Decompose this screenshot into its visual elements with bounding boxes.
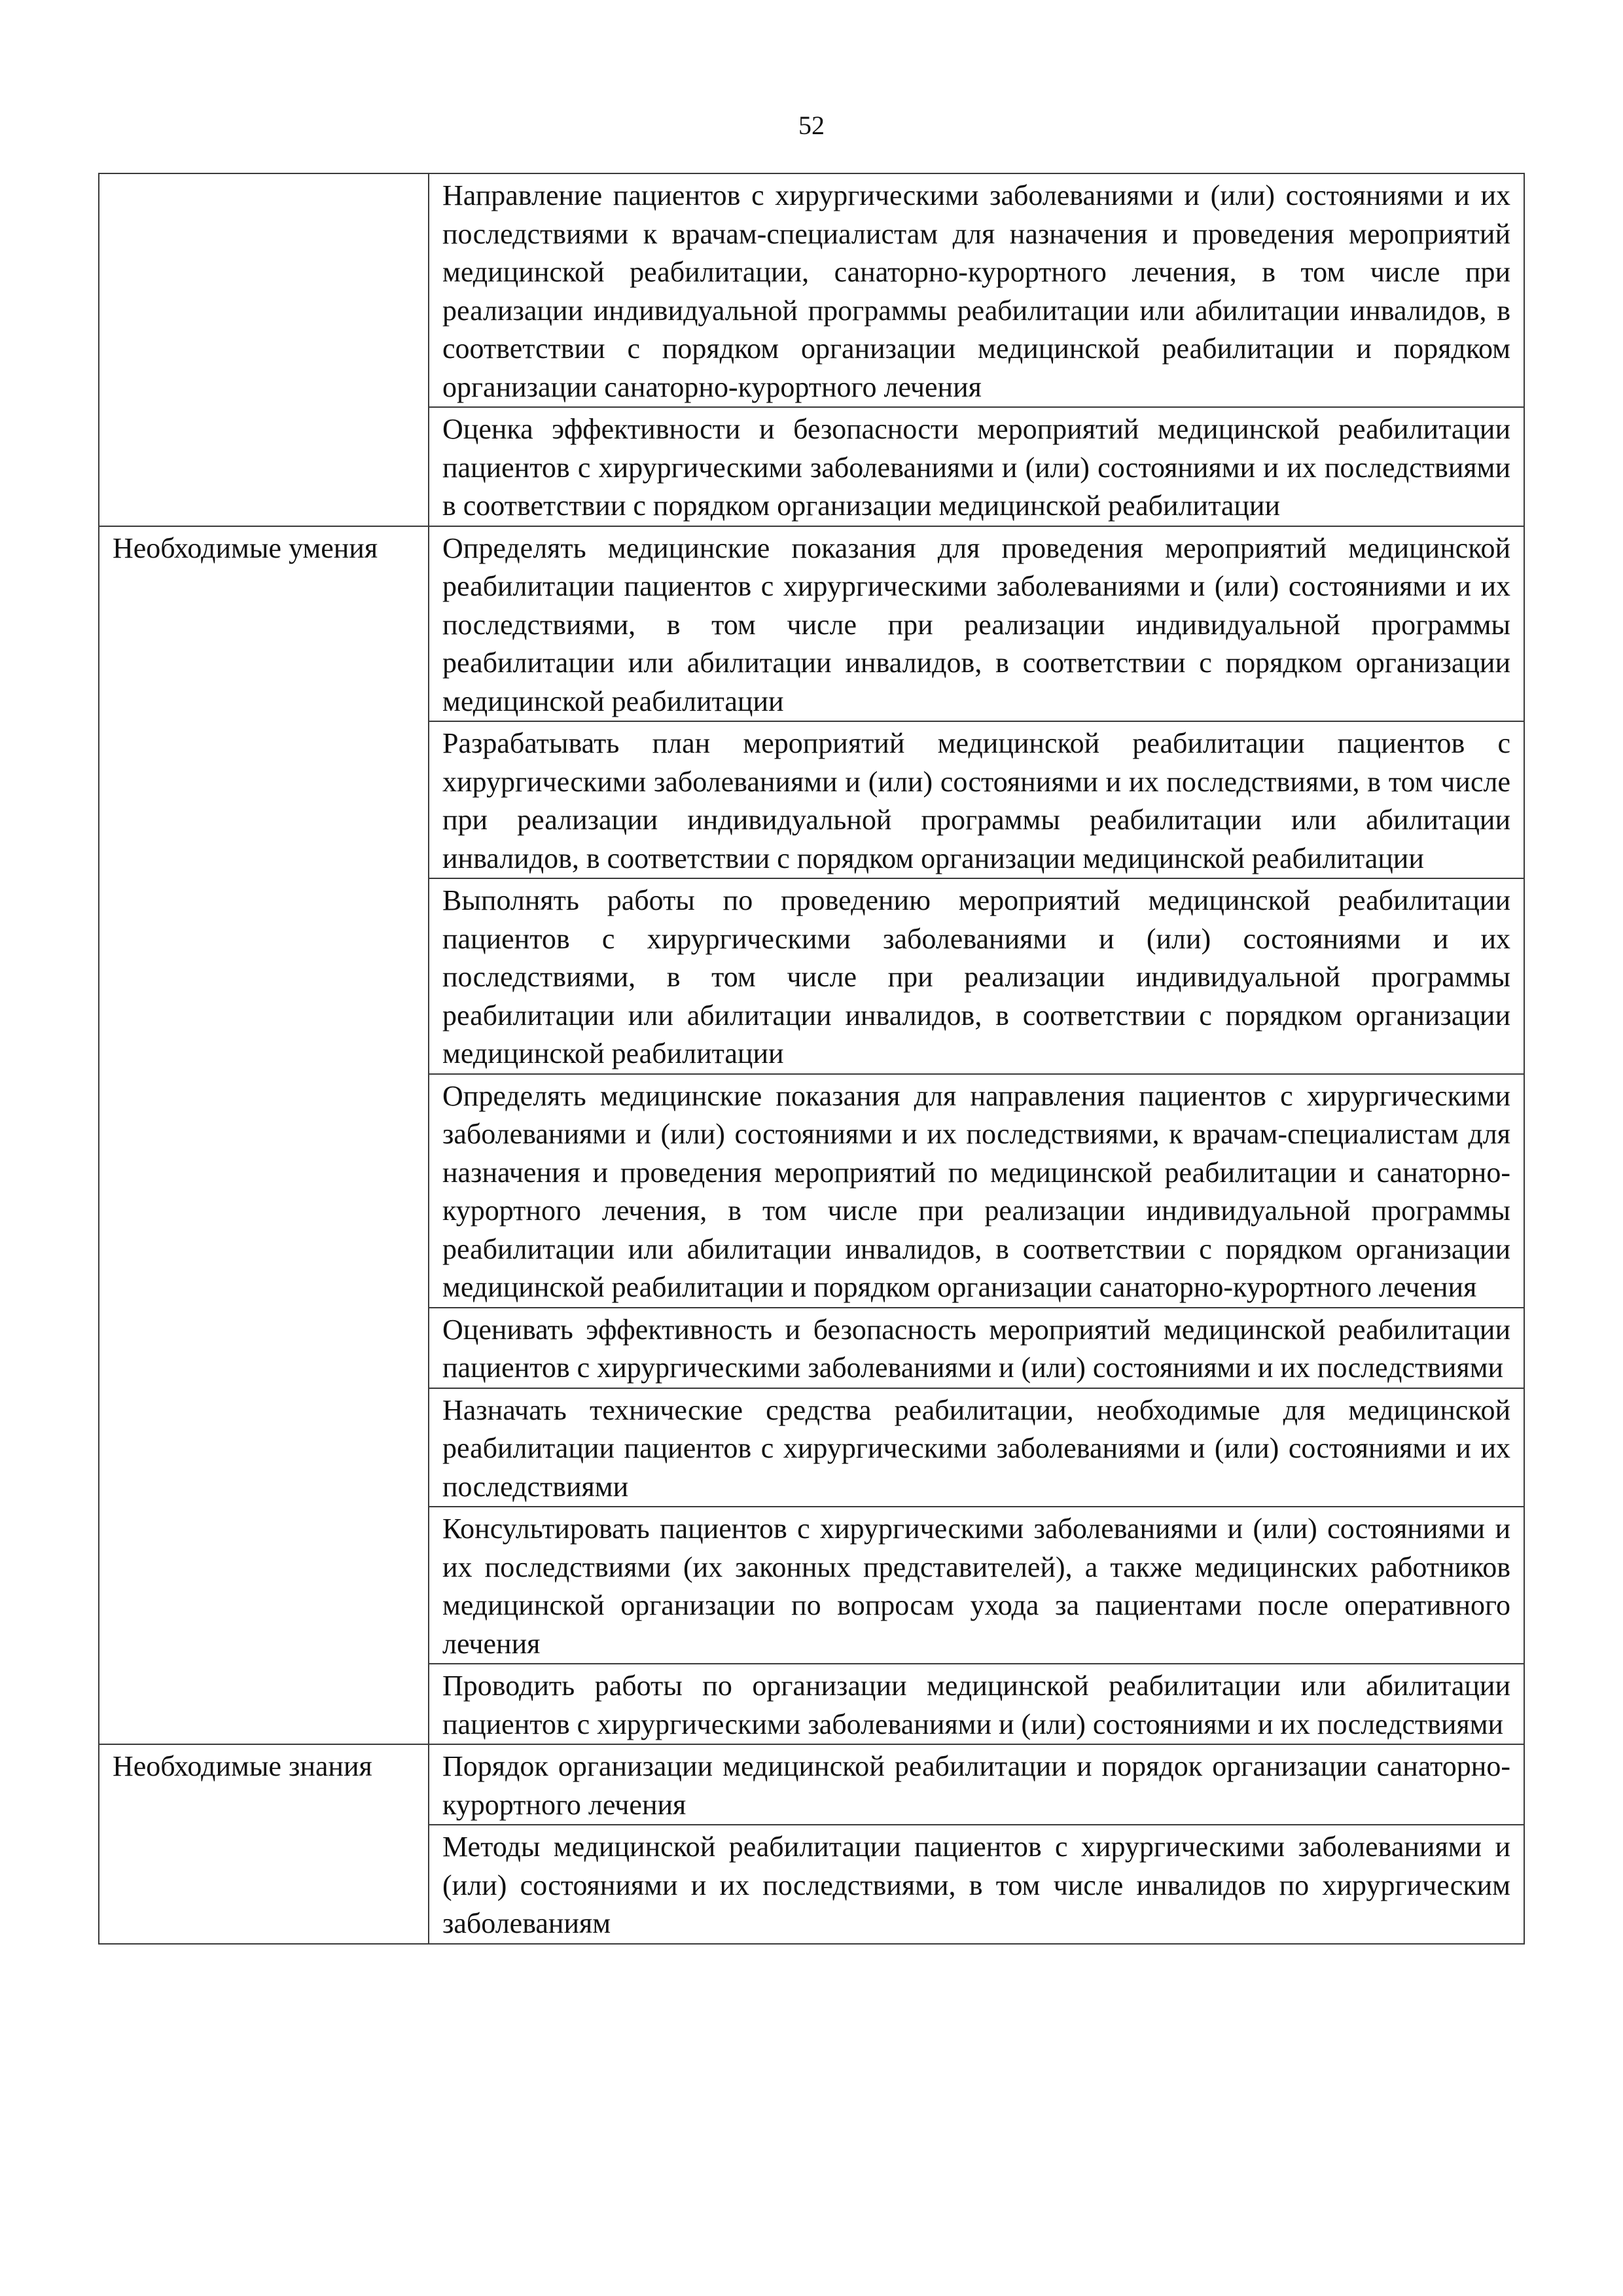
table-cell: Назначать технические средства реабилитации, необходимые для медицинской реабилитации пациентов с хирургическими заболеваниями и (или) состояниями и их последствиями bbox=[429, 1388, 1524, 1507]
table-cell: Консультировать пациентов с хирургическими заболеваниями и (или) состояниями и их последствиями (их законных представителей), а также медицинских работников медицинской организации по вопросам ухода за пациентами после оперативного лечения bbox=[429, 1507, 1524, 1664]
row-label-knowledge: Необходимые знания bbox=[99, 1744, 429, 1944]
table-cell: Выполнять работы по проведению мероприятий медицинской реабилитации пациентов с хирургическими заболеваниями и (или) состояниями и их последствиями, в том числе при реализации индивидуальной программы реабилитации или абилитации инвалидов, в соответствии с порядком организации медицинской реабилитации bbox=[429, 878, 1524, 1074]
table-row bbox=[99, 173, 1524, 407]
table-cell: Направление пациентов с хирургическими заболеваниями и (или) состояниями и их последствиями к врачам-специалистам для назначения и проведения мероприятий медицинской реабилитации, санаторно-курортного лечения, в том числе при реализации индивидуальной программы реабилитации или абилитации инвалидов, в соответствии с порядком организации медицинской реабилитации и порядком организации санаторно-курортного лечения bbox=[429, 173, 1524, 407]
table-cell: Разрабатывать план мероприятий медицинской реабилитации пациентов с хирургическими заболеваниями и (или) состояниями и их последствиями, в том числе при реализации индивидуальной программы реабилитации или абилитации инвалидов, в соответствии с порядком организации медицинской реабилитации bbox=[429, 721, 1524, 878]
table-cell: Методы медицинской реабилитации пациентов с хирургическими заболеваниями и (или) состояниями и их последствиями, в том числе инвалидов по хирургическим заболеваниям bbox=[429, 1825, 1524, 1944]
table-cell: Проводить работы по организации медицинской реабилитации или абилитации пациентов с хирургическими заболеваниями и (или) состояниями и их последствиями bbox=[429, 1664, 1524, 1744]
page-number: 52 bbox=[798, 111, 825, 140]
table-row bbox=[99, 1744, 1524, 1825]
table-cell: Оценивать эффективность и безопасность мероприятий медицинской реабилитации пациентов с хирургическими заболеваниями и (или) состояниями и их последствиями bbox=[429, 1308, 1524, 1388]
row-label-skills: Необходимые умения bbox=[99, 526, 429, 1745]
table-cell: Определять медицинские показания для проведения мероприятий медицинской реабилитации пациентов с хирургическими заболеваниями и (или) состояниями и их последствиями, в том числе при реализации индивидуальной программы реабилитации или абилитации инвалидов, в соответствии с порядком организации медицинской реабилитации bbox=[429, 526, 1524, 722]
row-label bbox=[99, 173, 429, 526]
competency-table bbox=[98, 173, 1525, 1945]
table-cell: Определять медицинские показания для направления пациентов с хирургическими заболеваниями и (или) состояниями и их последствиями, к врачам-специалистам для назначения и проведения мероприятий по медицинской реабилитации и санаторно-курортного лечения, в том числе при реализации индивидуальной программы реабилитации или абилитации инвалидов, в соответствии с порядком организации медицинской реабилитации и порядком организации санаторно-курортного лечения bbox=[429, 1074, 1524, 1308]
table-cell: Оценка эффективности и безопасности мероприятий медицинской реабилитации пациентов с хирургическими заболеваниями и (или) состояниями и их последствиями в соответствии с порядком организации медицинской реабилитации bbox=[429, 407, 1524, 526]
table-cell: Порядок организации медицинской реабилитации и порядок организации санаторно-курортного лечения bbox=[429, 1744, 1524, 1825]
table-row bbox=[99, 526, 1524, 722]
